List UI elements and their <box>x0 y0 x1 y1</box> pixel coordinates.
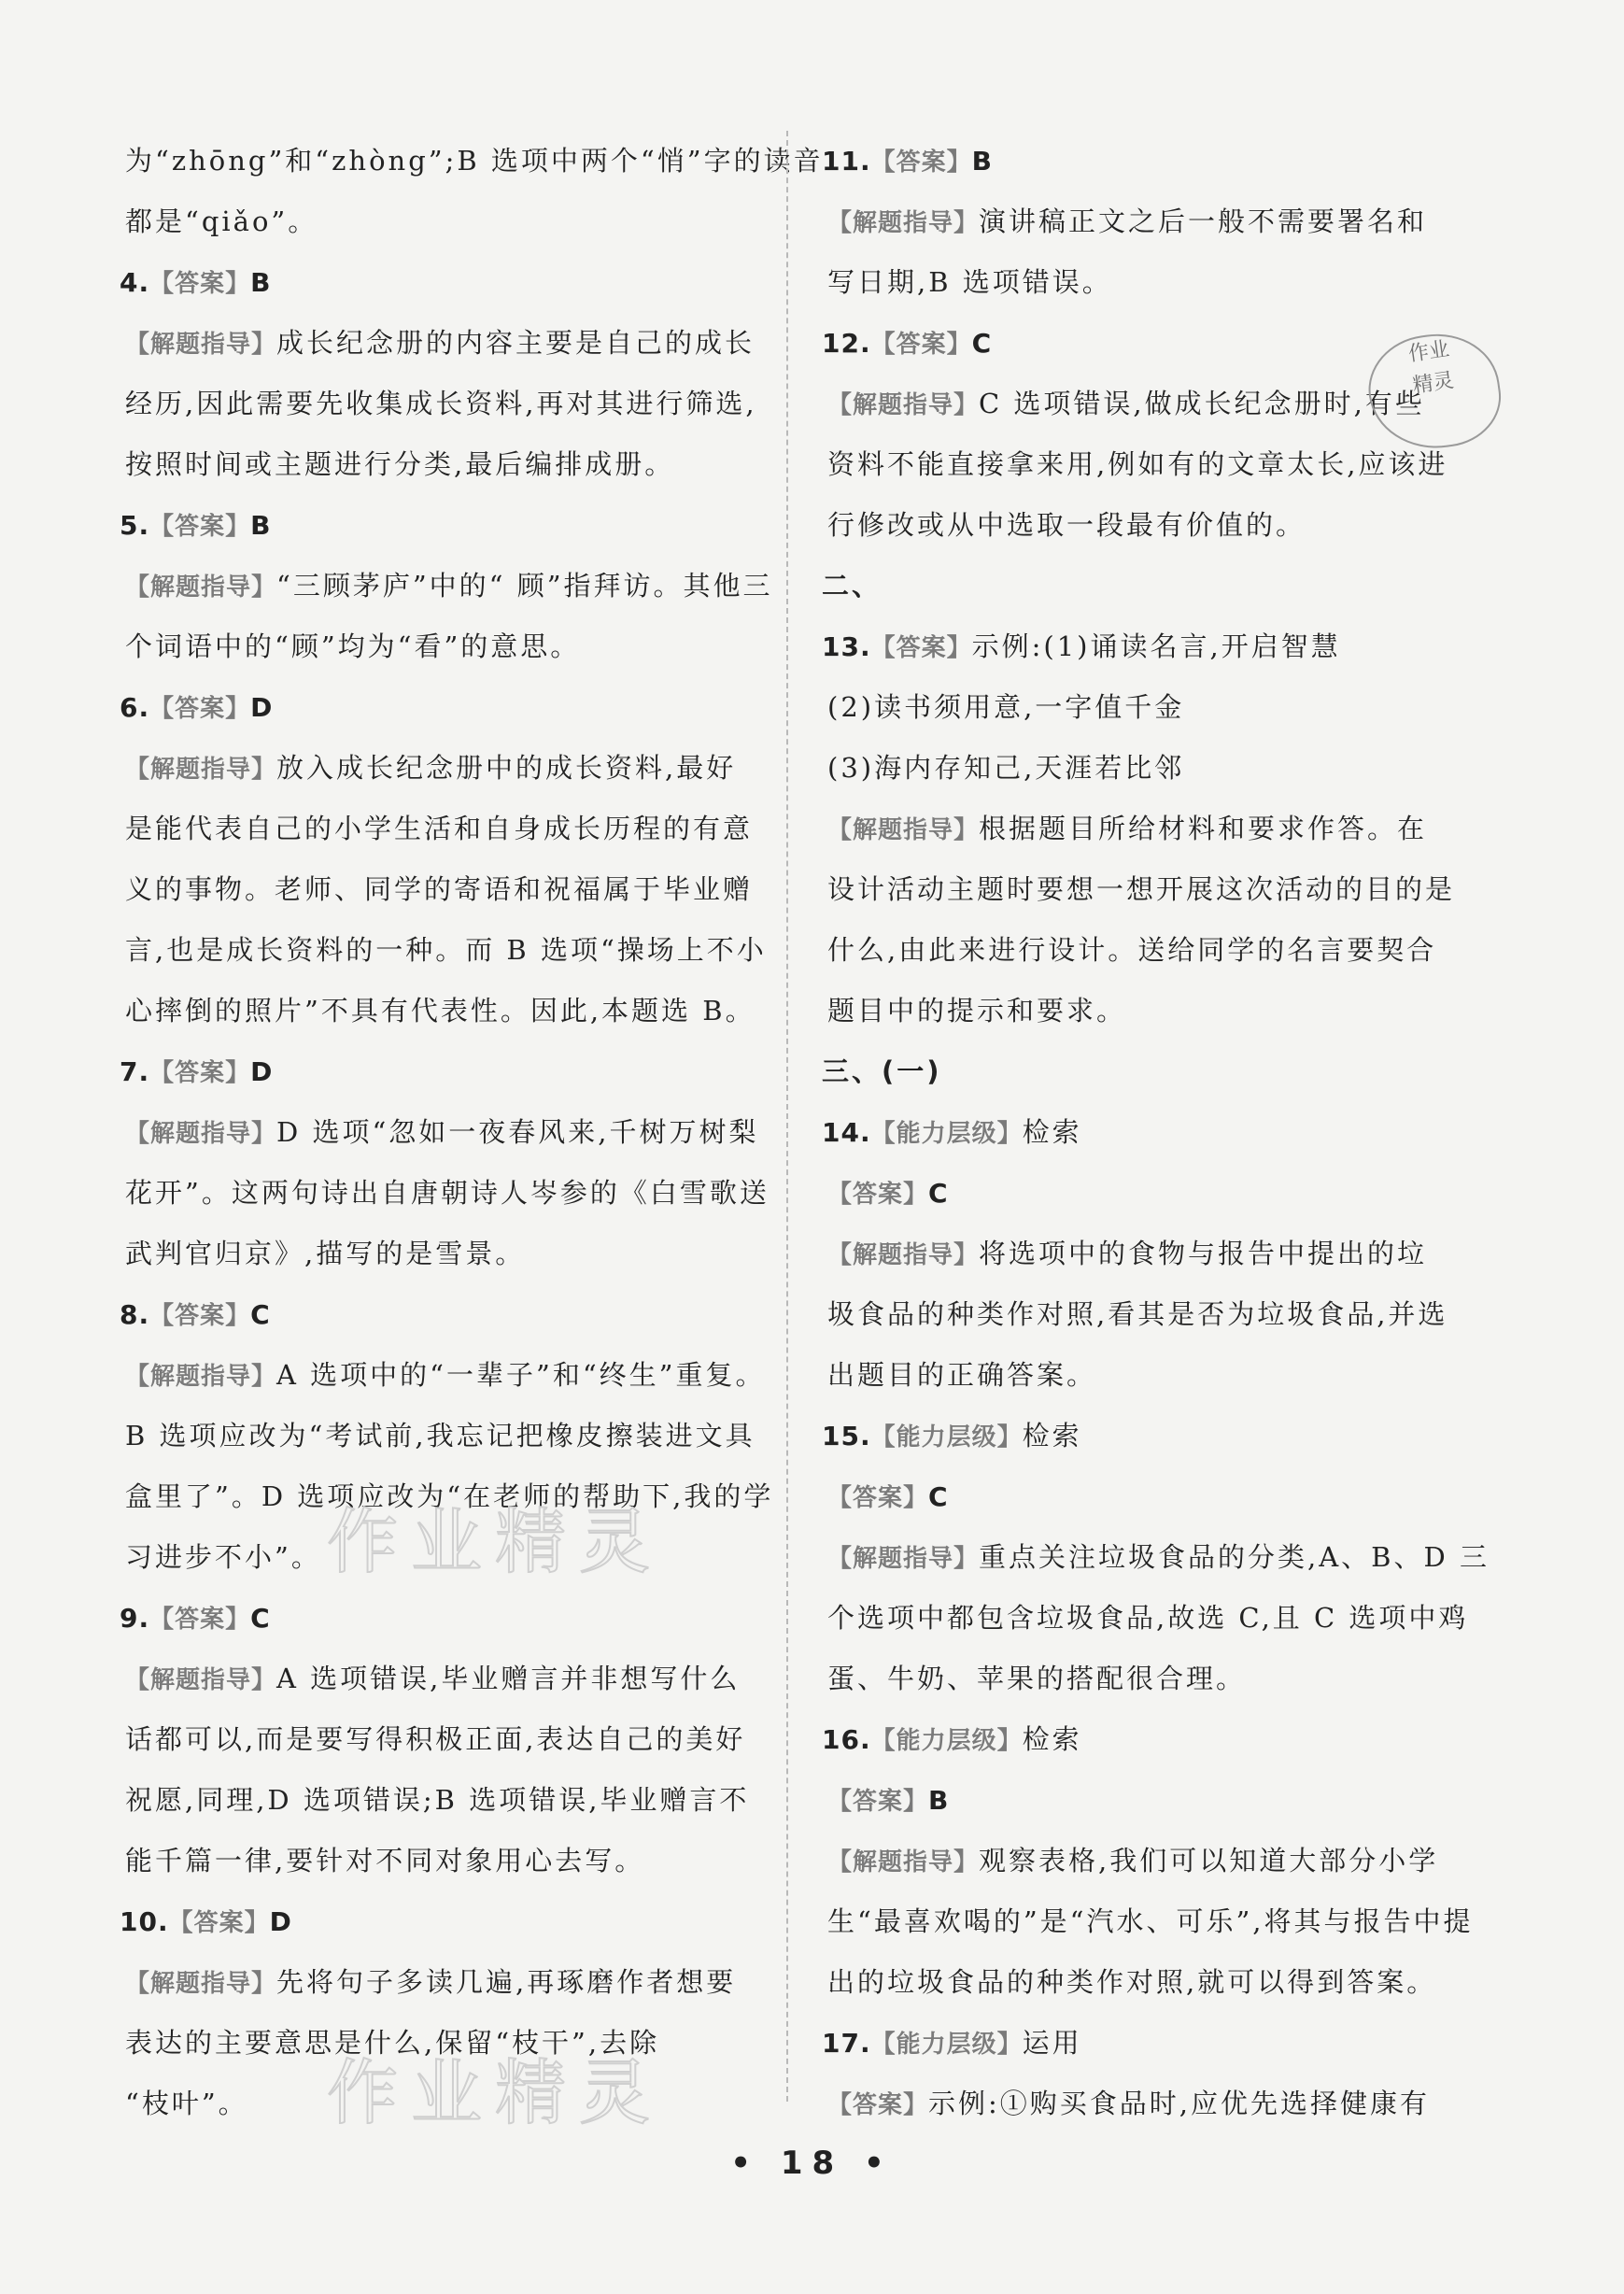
body-text: (3)海内存知己,天涯若比邻 <box>827 752 1185 784</box>
body-text: 为“zhōng”和“zhòng”;B 选项中两个“悄”字的读音 <box>125 145 824 177</box>
text-line <box>822 434 1494 495</box>
body-text: 生“最喜欢喝的”是“汽水、可乐”,将其与报告中提 <box>827 1905 1474 1937</box>
body-text: 什么,由此来进行设计。送给同学的名言要契合 <box>827 934 1437 966</box>
text-line <box>822 738 1494 799</box>
level-tag: 【能力层级】 <box>870 1727 1023 1755</box>
body-text: 话都可以,而是要写得积极正面,表达自己的美好 <box>125 1723 746 1755</box>
body-text: 出题目的正确答案。 <box>827 1359 1097 1391</box>
guide-tag: 【解题指导】 <box>827 1241 980 1269</box>
guide-tag: 【解题指导】 <box>125 1666 277 1694</box>
body-text: 表达的主要意思是什么,保留“枝干”,去除 <box>125 2027 660 2059</box>
question-number: 14. <box>822 1117 871 1148</box>
answer-value: B <box>928 1785 952 1816</box>
column-divider <box>786 131 788 2102</box>
answer-tag: 【答案】 <box>149 1606 251 1634</box>
answer-tag: 【答案】 <box>870 634 972 662</box>
answer-line <box>822 131 1494 191</box>
answer-line <box>120 1588 792 1649</box>
left-column <box>120 131 824 2134</box>
text-line <box>822 1588 1494 1649</box>
level-line <box>822 1709 1494 1770</box>
stamp-line: 作业 <box>1406 337 1451 367</box>
level-tag: 【能力层级】 <box>870 1423 1023 1451</box>
guide-line <box>120 738 792 799</box>
body-text: 题目中的提示和要求。 <box>827 995 1127 1027</box>
body-text: 个选项中都包含垃圾食品,故选 C,且 C 选项中鸡 <box>827 1602 1469 1634</box>
text-line <box>120 434 792 495</box>
level-line <box>822 1102 1494 1163</box>
answer-value: D <box>250 692 275 723</box>
body-text: 按照时间或主题进行分类,最后编排成册。 <box>125 448 675 480</box>
text-line <box>822 1649 1494 1709</box>
guide-line <box>120 556 792 616</box>
body-text: 义的事物。老师、同学的寄语和祝福属于毕业赠 <box>125 873 754 905</box>
answer-tag: 【答案】 <box>168 1909 270 1937</box>
answer-line <box>120 252 792 313</box>
guide-tag: 【解题指导】 <box>125 574 277 602</box>
body-text: 出的垃圾食品的种类作对照,就可以得到答案。 <box>827 1966 1437 1998</box>
level-text: 运用 <box>1022 2027 1082 2059</box>
text-line <box>822 1345 1494 1406</box>
answer-line <box>120 1041 792 1102</box>
guide-text: 先将句子多读几遍,再琢磨作者想要 <box>276 1966 737 1998</box>
guide-text: 观察表格,我们可以知道大部分小学 <box>979 1845 1439 1876</box>
answer-tag: 【答案】 <box>149 513 251 541</box>
body-text: 花开”。这两句诗出自唐朝诗人岑参的《白雪歌送 <box>125 1177 770 1209</box>
guide-text: “三顾茅庐”中的“ 顾”指拜访。其他三 <box>276 570 773 602</box>
body-text: 设计活动主题时要想一想开展这次活动的目的是 <box>827 873 1456 905</box>
answer-line <box>822 1163 1494 1224</box>
body-text: “枝叶”。 <box>125 2088 248 2119</box>
body-text: 盒里了”。D 选项应改为“在老师的帮助下,我的学 <box>125 1480 774 1512</box>
text-line <box>822 981 1494 1041</box>
answer-line <box>822 1466 1494 1527</box>
level-text: 检索 <box>1022 1116 1082 1148</box>
level-tag: 【能力层级】 <box>870 1120 1023 1148</box>
answer-value: C <box>928 1481 951 1512</box>
text-line <box>120 859 792 920</box>
question-number: 4. <box>120 267 150 298</box>
guide-tag: 【解题指导】 <box>827 209 980 237</box>
guide-text: C 选项错误,做成长纪念册时,有些 <box>979 388 1425 419</box>
text-line <box>120 616 792 677</box>
guide-tag: 【解题指导】 <box>125 756 277 784</box>
guide-text: A 选项错误,毕业赠言并非想写什么 <box>276 1663 741 1694</box>
text-line <box>120 1224 792 1284</box>
text-line <box>120 374 792 434</box>
answer-tag: 【答案】 <box>827 1484 929 1512</box>
text-line <box>120 1831 792 1891</box>
guide-line <box>822 191 1494 252</box>
guide-line <box>120 1345 792 1406</box>
answer-value: B <box>971 146 995 177</box>
answer-tag: 【答案】 <box>870 331 972 359</box>
question-number: 11. <box>822 146 871 177</box>
question-number: 13. <box>822 631 871 662</box>
guide-text: 演讲稿正文之后一般不需要署名和 <box>979 205 1428 237</box>
guide-tag: 【解题指导】 <box>827 391 980 419</box>
body-text: 武判官归京》,描写的是雪景。 <box>125 1238 526 1269</box>
guide-text: A 选项中的“一辈子”和“终生”重复。 <box>276 1359 766 1391</box>
guide-tag: 【解题指导】 <box>125 1363 277 1391</box>
section-heading-text: 二、 <box>822 570 883 602</box>
text-line <box>120 1406 792 1466</box>
body-text: 资料不能直接拿来用,例如有的文章太长,应该进 <box>827 448 1448 480</box>
guide-line <box>120 1102 792 1163</box>
body-text: 个词语中的“顾”均为“看”的意思。 <box>125 630 581 662</box>
question-number: 17. <box>822 2028 871 2059</box>
guide-text: 放入成长纪念册中的成长资料,最好 <box>276 752 737 784</box>
text-line <box>822 252 1494 313</box>
guide-tag: 【解题指导】 <box>125 1120 277 1148</box>
question-number: 9. <box>120 1603 150 1634</box>
answer-text: 示例:①购买食品时,应优先选择健康有 <box>928 2088 1431 2119</box>
answer-tag: 【答案】 <box>827 1788 929 1816</box>
body-text: 行修改或从中选取一段最有价值的。 <box>827 509 1306 541</box>
text-line <box>120 920 792 981</box>
text-line <box>822 1952 1494 2013</box>
guide-line <box>822 1224 1494 1284</box>
page-number: • 18 • <box>730 2145 894 2182</box>
answer-tag: 【答案】 <box>827 1181 929 1209</box>
body-text: 心摔倒的照片”不具有代表性。因此,本题选 B。 <box>125 995 756 1027</box>
answer-line <box>822 1770 1494 1831</box>
answer-tag: 【答案】 <box>149 1059 251 1087</box>
body-text: 是能代表自己的小学生活和自身成长历程的有意 <box>125 813 754 844</box>
answer-tag: 【答案】 <box>149 270 251 298</box>
answer-value: D <box>269 1906 294 1937</box>
text-line <box>120 131 824 191</box>
guide-tag: 【解题指导】 <box>827 816 980 844</box>
question-number: 7. <box>120 1056 150 1087</box>
answer-value: C <box>971 328 995 359</box>
guide-tag: 【解题指导】 <box>827 1848 980 1876</box>
section-heading <box>822 556 1494 616</box>
body-text: 言,也是成长资料的一种。而 B 选项“操场上不小 <box>125 934 767 966</box>
answer-tag: 【答案】 <box>149 1302 251 1330</box>
question-number: 6. <box>120 692 150 723</box>
watermark: 作业精灵 <box>327 1500 663 1583</box>
guide-line <box>822 1831 1494 1891</box>
text-line <box>120 1709 792 1770</box>
question-number: 12. <box>822 328 871 359</box>
body-text: 写日期,B 选项错误。 <box>827 266 1112 298</box>
guide-line <box>822 799 1494 859</box>
answer-value: B <box>250 267 274 298</box>
guide-line <box>120 313 792 374</box>
text-line <box>822 920 1494 981</box>
answer-value: C <box>250 1299 273 1330</box>
text-line <box>120 1163 792 1224</box>
answer-tag: 【答案】 <box>870 149 972 177</box>
guide-text: 根据题目所给材料和要求作答。在 <box>979 813 1428 844</box>
body-text: 习进步不小”。 <box>125 1541 321 1573</box>
level-line <box>822 2013 1494 2074</box>
question-number: 16. <box>822 1724 871 1755</box>
level-tag: 【能力层级】 <box>870 2031 1023 2059</box>
body-text: B 选项应改为“考试前,我忘记把橡皮擦装进文具 <box>125 1420 756 1451</box>
answer-line <box>822 2074 1494 2134</box>
body-text: 蛋、牛奶、苹果的搭配很合理。 <box>827 1663 1247 1694</box>
answer-value: D <box>250 1056 275 1087</box>
stamp-line: 精灵 <box>1411 369 1456 399</box>
text-line <box>822 1284 1494 1345</box>
answer-line <box>120 495 792 556</box>
guide-tag: 【解题指导】 <box>125 1970 277 1998</box>
answer-value: C <box>250 1603 273 1634</box>
guide-tag: 【解题指导】 <box>827 1545 980 1573</box>
answer-tag: 【答案】 <box>827 2091 929 2119</box>
body-text: 祝愿,同理,D 选项错误;B 选项错误,毕业赠言不 <box>125 1784 750 1816</box>
answer-line <box>120 677 792 738</box>
guide-tag: 【解题指导】 <box>125 331 277 359</box>
guide-text: 重点关注垃圾食品的分类,A、B、D 三 <box>979 1541 1490 1573</box>
guide-text: 将选项中的食物与报告中提出的垃 <box>979 1238 1428 1269</box>
guide-line <box>120 1649 792 1709</box>
section-heading-text: 三、(一) <box>822 1055 942 1087</box>
guide-text: 成长纪念册的内容主要是自己的成长 <box>276 327 756 359</box>
section-heading <box>822 1041 1494 1102</box>
level-text: 检索 <box>1022 1420 1082 1451</box>
text-line <box>822 1891 1494 1952</box>
body-text: 经历,因此需要先收集成长资料,再对其进行筛选, <box>125 388 757 419</box>
question-number: 10. <box>120 1906 169 1937</box>
question-number: 5. <box>120 510 150 541</box>
answer-value: B <box>250 510 274 541</box>
guide-line <box>120 1952 792 2013</box>
body-text: 都是“qiǎo”。 <box>125 205 318 237</box>
text-line <box>822 677 1494 738</box>
answer-line <box>822 616 1494 677</box>
text-line <box>120 191 792 252</box>
answer-text: 示例:(1)诵读名言,开启智慧 <box>971 630 1341 662</box>
text-line <box>822 859 1494 920</box>
guide-text: D 选项“忽如一夜春风来,千树万树梨 <box>276 1116 759 1148</box>
text-line <box>120 1770 792 1831</box>
answer-line <box>120 1284 792 1345</box>
text-line <box>120 981 792 1041</box>
body-text: (2)读书须用意,一字值千金 <box>827 691 1185 723</box>
body-text: 能千篇一律,要针对不同对象用心去写。 <box>125 1845 645 1876</box>
text-line <box>120 799 792 859</box>
body-text: 圾食品的种类作对照,看其是否为垃圾食品,并选 <box>827 1298 1448 1330</box>
text-line <box>822 495 1494 556</box>
level-text: 检索 <box>1022 1723 1082 1755</box>
guide-line <box>822 1527 1494 1588</box>
answer-tag: 【答案】 <box>149 695 251 723</box>
level-line <box>822 1406 1494 1466</box>
answer-line <box>120 1891 792 1952</box>
question-number: 15. <box>822 1421 871 1451</box>
question-number: 8. <box>120 1299 150 1330</box>
watermark: 作业精灵 <box>327 2051 663 2134</box>
answer-value: C <box>928 1178 951 1209</box>
